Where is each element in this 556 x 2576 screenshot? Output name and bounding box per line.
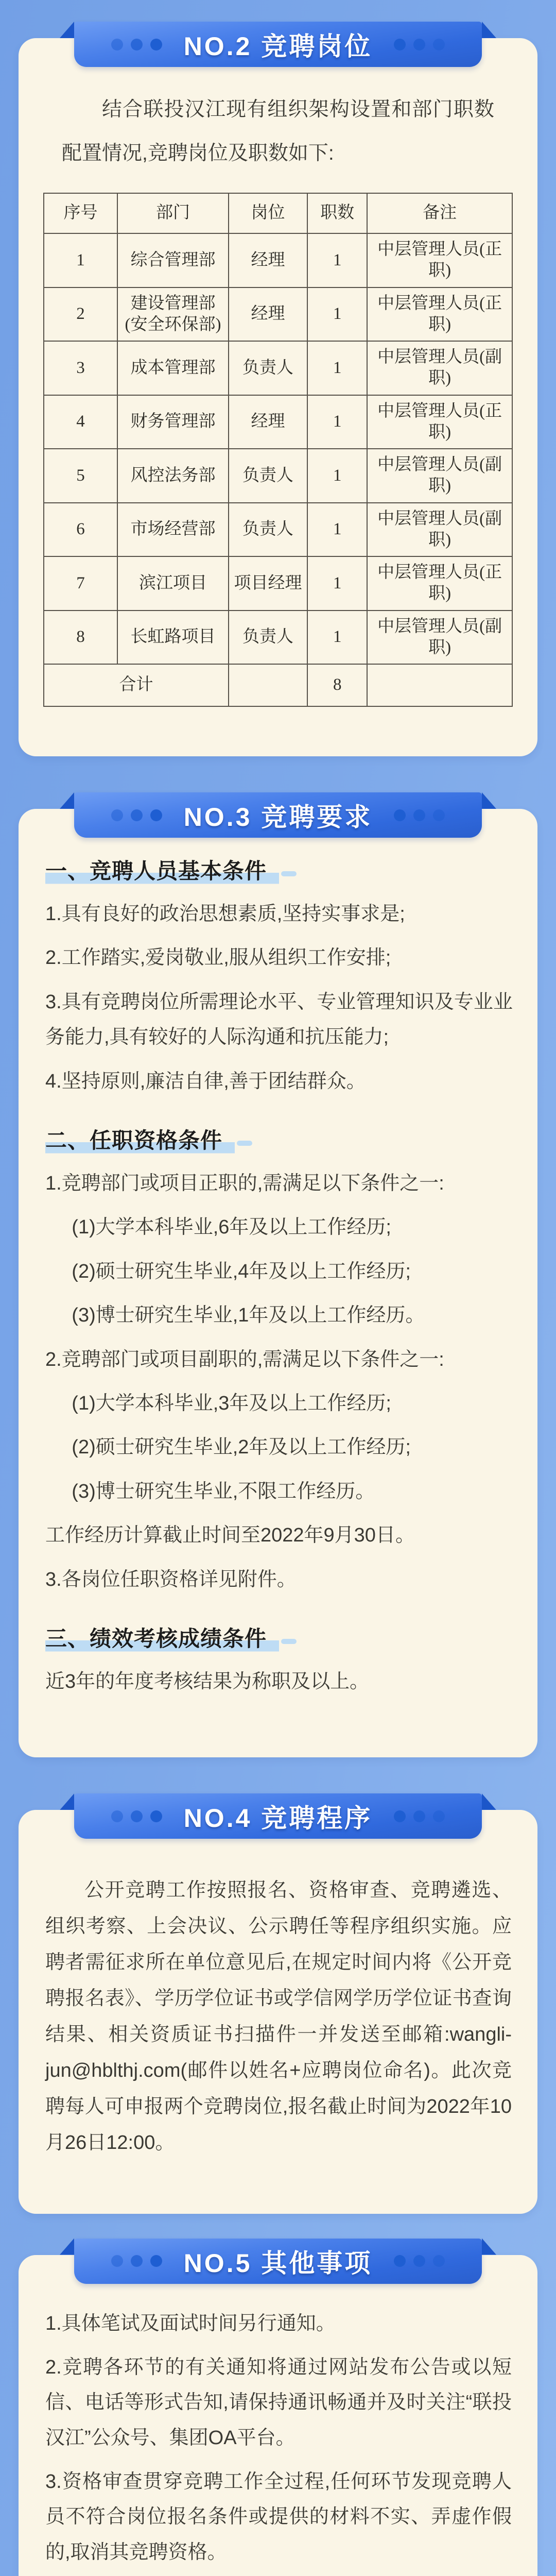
section-title: NO.5 其他事项: [183, 2248, 373, 2278]
table-cell: 中层管理人员(副职): [367, 449, 512, 503]
list-item: 1.具体笔试及面试时间另行通知。: [45, 2312, 336, 2334]
table-cell: 6: [44, 503, 117, 557]
ribbon-fold-right-icon: [482, 22, 496, 38]
dots-right-icon: [394, 39, 445, 50]
ribbon-fold-left-icon: [60, 1793, 74, 1810]
table-cell: 1: [44, 233, 117, 287]
section-procedure: [19, 1793, 537, 2213]
procedure-paragraph: 公开竞聘工作按照报名、资格审查、竞聘遴选、组织考察、上会决议、公示聘任等程序组织实施。应聘者需征求所在单位意见后,在规定时间内将《公开竞聘报名表》、学历学位证书或学信网学历学位证书查询结果、相关资质证书扫描件一并发送至邮箱:wangli-jun@hblthj.com(邮件以姓名+应聘岗位命名)。此次竞聘每人可申报两个竞聘岗位,报名截止时间为2022年10月26日12:00。: [45, 1879, 512, 2154]
table-cell: 负责人: [229, 449, 307, 503]
table-cell: 8: [44, 611, 117, 665]
table-header-cell: 职数: [307, 193, 367, 233]
other-matters-item-list: [45, 2306, 512, 2570]
section-card-other-matters: [19, 2255, 537, 2576]
table-header-cell: 序号: [44, 193, 117, 233]
table-cell: 风控法务部: [117, 449, 229, 503]
table-cell: 1: [307, 395, 367, 449]
table-row: [44, 233, 512, 287]
subsection-qualification-conditions: [45, 1124, 513, 1597]
list-item: 2.竞聘部门或项目副职的,需满足以下条件之一:: [45, 1348, 444, 1370]
section-title: NO.2 竞聘岗位: [183, 32, 373, 61]
total-empty-remark-cell: [367, 664, 512, 706]
table-cell: 长虹路项目: [117, 611, 229, 665]
ribbon-fold-left-icon: [60, 2239, 74, 2255]
section-title: NO.4 竞聘程序: [183, 1804, 373, 1833]
list-item: 4.坚持原则,廉洁自律,善于团结群众。: [45, 1070, 366, 1092]
table-cell: 1: [307, 503, 367, 557]
table-cell: 1: [307, 449, 367, 503]
table-header-cell: 部门: [117, 193, 229, 233]
list-item: (1)大学本科毕业,3年及以上工作经历;: [72, 1392, 391, 1414]
list-item: 1.竞聘部门或项目正职的,需满足以下条件之一:: [45, 1172, 444, 1194]
ribbon-fold-right-icon: [482, 1793, 496, 1810]
section-banner-no4: [74, 1793, 482, 1839]
table-cell: 中层管理人员(正职): [367, 287, 512, 342]
subsection-heading: 三、绩效考核成绩条件: [45, 1622, 513, 1653]
table-cell: 中层管理人员(副职): [367, 503, 512, 557]
table-cell: 中层管理人员(正职): [367, 395, 512, 449]
subsection-basic-conditions: [45, 854, 513, 1099]
table-cell: 成本管理部: [117, 341, 229, 395]
table-cell: 2: [44, 287, 117, 342]
section-card-requirements: [19, 809, 537, 1757]
section-banner-no2: [74, 22, 482, 67]
table-row: [44, 287, 512, 342]
table-cell: 5: [44, 449, 117, 503]
subsection-item-list: [45, 896, 513, 1099]
list-item: (1)大学本科毕业,6年及以上工作经历;: [72, 1216, 391, 1239]
subsection-performance-conditions: [45, 1622, 513, 1699]
section-banner-no5: [74, 2239, 482, 2284]
table-cell: 经理: [229, 233, 307, 287]
table-row: [44, 556, 512, 611]
positions-table: [43, 193, 513, 707]
table-cell: 1: [307, 611, 367, 665]
table-row: [44, 503, 512, 557]
list-item: 工作经历计算截止时间至2022年9月30日。: [45, 1524, 415, 1547]
dots-left-icon: [111, 809, 162, 821]
table-cell: 综合管理部: [117, 233, 229, 287]
list-item: (2)硕士研究生毕业,2年及以上工作经历;: [72, 1436, 411, 1459]
list-item: 近3年的年度考核结果为称职及以上。: [45, 1670, 370, 1692]
dots-right-icon: [394, 2255, 445, 2267]
ribbon-fold-right-icon: [482, 2239, 496, 2255]
list-item: (2)硕士研究生毕业,4年及以上工作经历;: [72, 1260, 411, 1282]
dots-left-icon: [111, 39, 162, 50]
subsection-item-list: [45, 1166, 513, 1597]
table-cell: 负责人: [229, 611, 307, 665]
table-header-cell: 备注: [367, 193, 512, 233]
list-item: (3)博士研究生毕业,1年及以上工作经历。: [72, 1304, 425, 1327]
dots-right-icon: [394, 809, 445, 821]
table-row: [44, 449, 512, 503]
table-cell: 1: [307, 287, 367, 342]
table-cell: 中层管理人员(副职): [367, 611, 512, 665]
section-requirements: [19, 792, 537, 1757]
section-banner-no3: [74, 792, 482, 838]
list-item: 3.各岗位任职资格详见附件。: [45, 1568, 297, 1590]
table-cell: 建设管理部(安全环保部): [117, 287, 229, 342]
total-label-cell: 合计: [44, 664, 229, 706]
table-cell: 滨江项目: [117, 556, 229, 611]
total-empty-position-cell: [229, 664, 307, 706]
list-item: 3.具有竞聘岗位所需理论水平、专业管理知识及专业业务能力,具有较好的人际沟通和抗压能力;: [45, 991, 513, 1048]
list-item: 2.工作踏实,爱岗敬业,服从组织工作安排;: [45, 947, 391, 969]
table-cell: 负责人: [229, 503, 307, 557]
intro-paragraph: 结合联投汉江现有组织架构设置和部门职数配置情况,竞聘岗位及职数如下:: [62, 98, 494, 165]
section-positions: [19, 22, 537, 756]
section-card-positions: [19, 38, 537, 756]
table-cell: 3: [44, 341, 117, 395]
table-cell: 7: [44, 556, 117, 611]
dots-right-icon: [394, 1810, 445, 1822]
subsection-heading: 二、任职资格条件: [45, 1124, 513, 1155]
table-cell: 中层管理人员(正职): [367, 556, 512, 611]
section-card-procedure: [19, 1810, 537, 2213]
table-row: [44, 341, 512, 395]
table-cell: 财务管理部: [117, 395, 229, 449]
table-row: [44, 611, 512, 665]
subsection-heading: 一、竞聘人员基本条件: [45, 854, 513, 885]
table-cell: 1: [307, 341, 367, 395]
total-value-cell: 8: [307, 664, 367, 706]
table-cell: 负责人: [229, 341, 307, 395]
table-cell: 经理: [229, 395, 307, 449]
list-item: 3.资格审查贯穿竞聘工作全过程,任何环节发现竞聘人员不符合岗位报名条件或提供的材料不实、弄虚作假的,取消其竞聘资格。: [45, 2471, 512, 2563]
table-cell: 1: [307, 556, 367, 611]
ribbon-fold-right-icon: [482, 792, 496, 809]
table-cell: 1: [307, 233, 367, 287]
section-other-matters: [19, 2239, 537, 2576]
table-header-row: [44, 193, 512, 233]
list-item: 2.竞聘各环节的有关通知将通过网站发布公告或以短信、电话等形式告知,请保持通讯畅通并及时关注“联投汉江”公众号、集团OA平台。: [45, 2356, 512, 2449]
table-cell: 中层管理人员(副职): [367, 341, 512, 395]
table-cell: 项目经理: [229, 556, 307, 611]
subsection-item-list: [45, 1664, 513, 1699]
table-row: [44, 395, 512, 449]
table-header-cell: 岗位: [229, 193, 307, 233]
ribbon-fold-left-icon: [60, 792, 74, 809]
table-cell: 经理: [229, 287, 307, 342]
table-cell: 市场经营部: [117, 503, 229, 557]
dots-left-icon: [111, 1810, 162, 1822]
table-total-row: [44, 664, 512, 706]
table-cell: 中层管理人员(正职): [367, 233, 512, 287]
ribbon-fold-left-icon: [60, 22, 74, 38]
list-item: 1.具有良好的政治思想素质,坚持实事求是;: [45, 903, 405, 925]
table-cell: 4: [44, 395, 117, 449]
section-title: NO.3 竞聘要求: [183, 803, 373, 832]
list-item: (3)博士研究生毕业,不限工作经历。: [72, 1480, 375, 1502]
dots-left-icon: [111, 2255, 162, 2267]
